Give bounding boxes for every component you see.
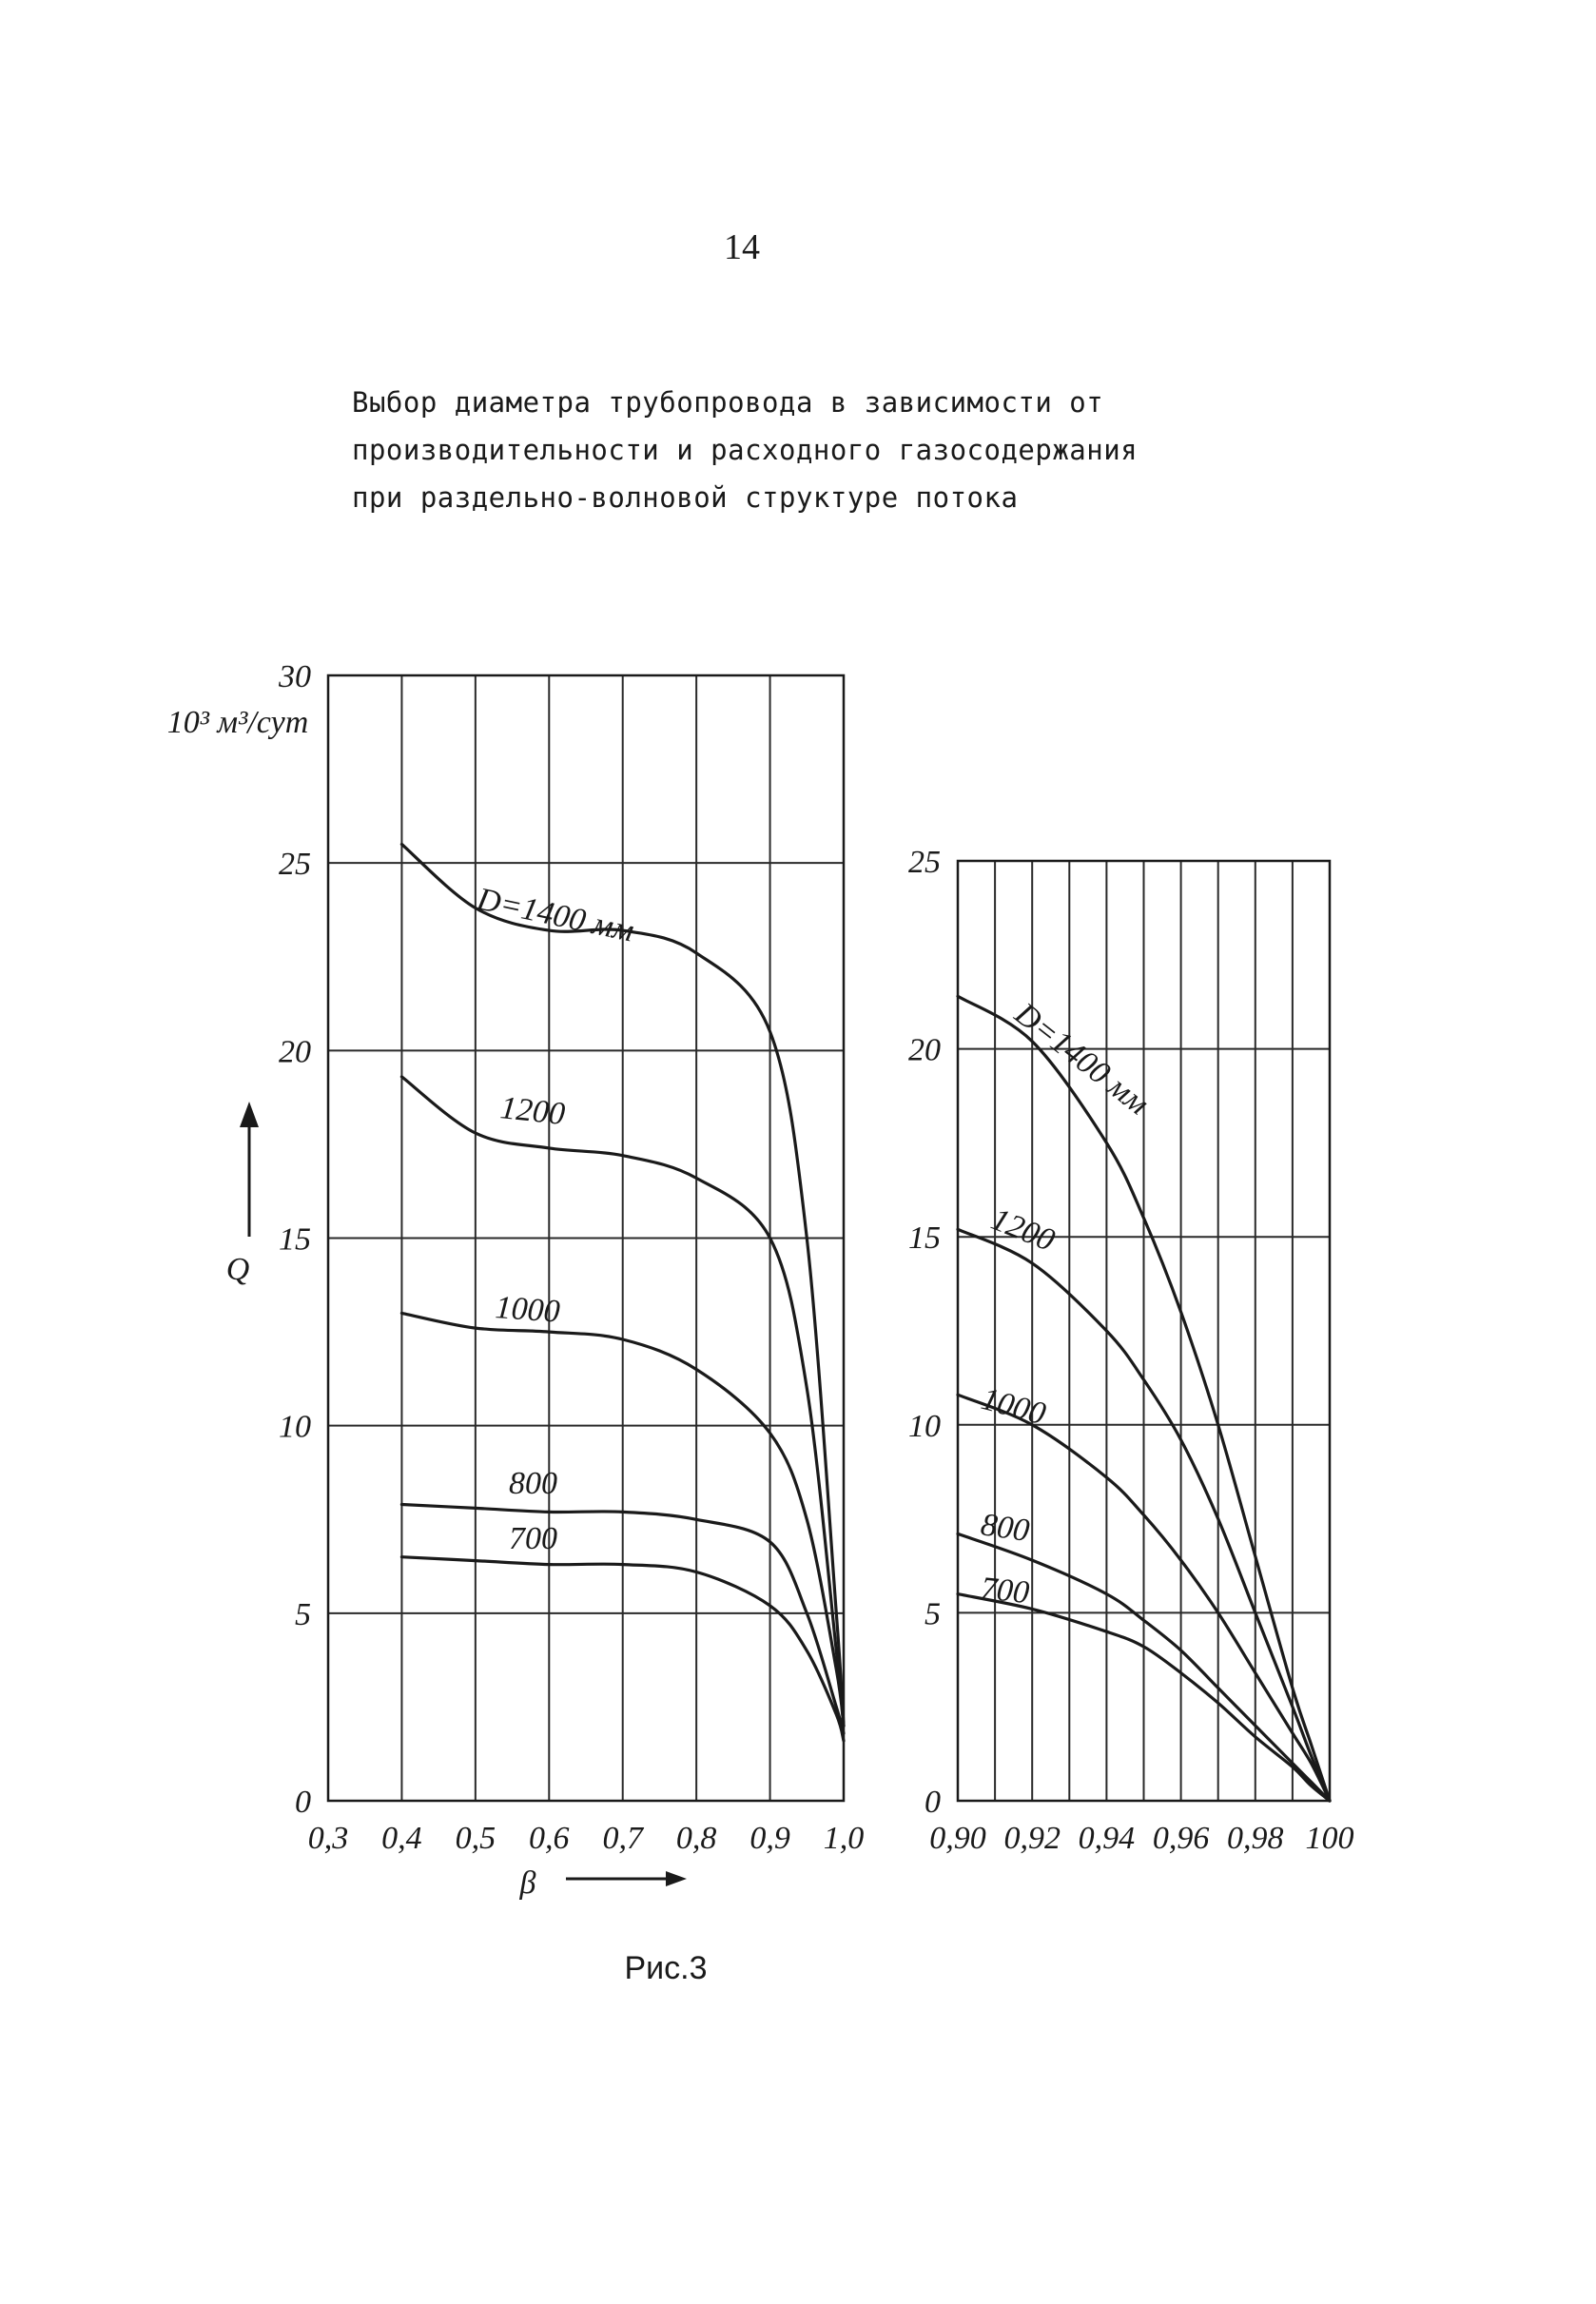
x-tick-label: 100 <box>1305 1821 1354 1856</box>
series-label: 1200 <box>498 1090 567 1133</box>
y-tick-label: 15 <box>908 1220 941 1257</box>
x-axis-arrow-head <box>666 1871 687 1886</box>
y-axis-label: Q <box>225 1252 250 1287</box>
x-tick-label: 0,90 <box>929 1821 986 1856</box>
series-label: 1000 <box>977 1380 1050 1433</box>
y-tick-label: 20 <box>279 1034 311 1070</box>
page-number: 14 <box>724 227 760 267</box>
x-tick-label: 0,9 <box>749 1821 790 1856</box>
x-tick-label: 0,3 <box>307 1821 349 1856</box>
y-tick-label: 10 <box>908 1408 941 1444</box>
x-tick-label: 0,6 <box>529 1821 570 1856</box>
caption-line: производительности и расходного газосодержания <box>352 434 1139 466</box>
y-axis-arrow-head <box>240 1102 259 1127</box>
x-tick-label: 0,8 <box>675 1821 717 1856</box>
x-tick-label: 0,4 <box>381 1821 422 1856</box>
y-tick-label: 25 <box>279 847 311 883</box>
figure-label: Рис.3 <box>624 1950 708 1986</box>
caption-line: Выбор диаметра трубопровода в зависимости от <box>352 386 1104 419</box>
y-tick-label: 20 <box>908 1032 941 1068</box>
y-tick-label: 5 <box>295 1596 311 1632</box>
series-label: 800 <box>509 1466 557 1501</box>
series-label: 1000 <box>494 1290 561 1330</box>
x-tick-label: 0,98 <box>1227 1821 1284 1856</box>
x-tick-label: 0,92 <box>1003 1821 1061 1856</box>
series-label: D=1400 мм <box>474 881 637 949</box>
series-label: 800 <box>978 1507 1032 1550</box>
y-tick-label: 5 <box>925 1596 941 1632</box>
x-tick-label: 0,7 <box>602 1821 643 1856</box>
series-label: 1200 <box>986 1201 1060 1259</box>
y-tick-label: 25 <box>908 845 941 880</box>
series-label: 700 <box>509 1521 557 1556</box>
x-tick-label: 0,5 <box>455 1821 496 1856</box>
x-tick-label: 1,0 <box>823 1821 865 1856</box>
y-tick-label: 15 <box>279 1221 311 1258</box>
y-tick-label: 0 <box>925 1785 941 1820</box>
y-axis-unit: 10³ м³/сут <box>166 705 309 740</box>
x-axis-label: β <box>519 1865 536 1901</box>
y-tick-label: 10 <box>279 1409 311 1445</box>
series-label: 700 <box>979 1571 1031 1611</box>
y-tick-label: 30 <box>279 659 311 694</box>
caption-line: при раздельно-волновой структуре потока <box>352 481 1019 514</box>
x-tick-label: 0,94 <box>1078 1821 1136 1856</box>
x-tick-label: 0,96 <box>1152 1821 1210 1856</box>
series-label: D=1400 мм <box>1008 996 1156 1123</box>
y-tick-label: 0 <box>295 1785 311 1820</box>
